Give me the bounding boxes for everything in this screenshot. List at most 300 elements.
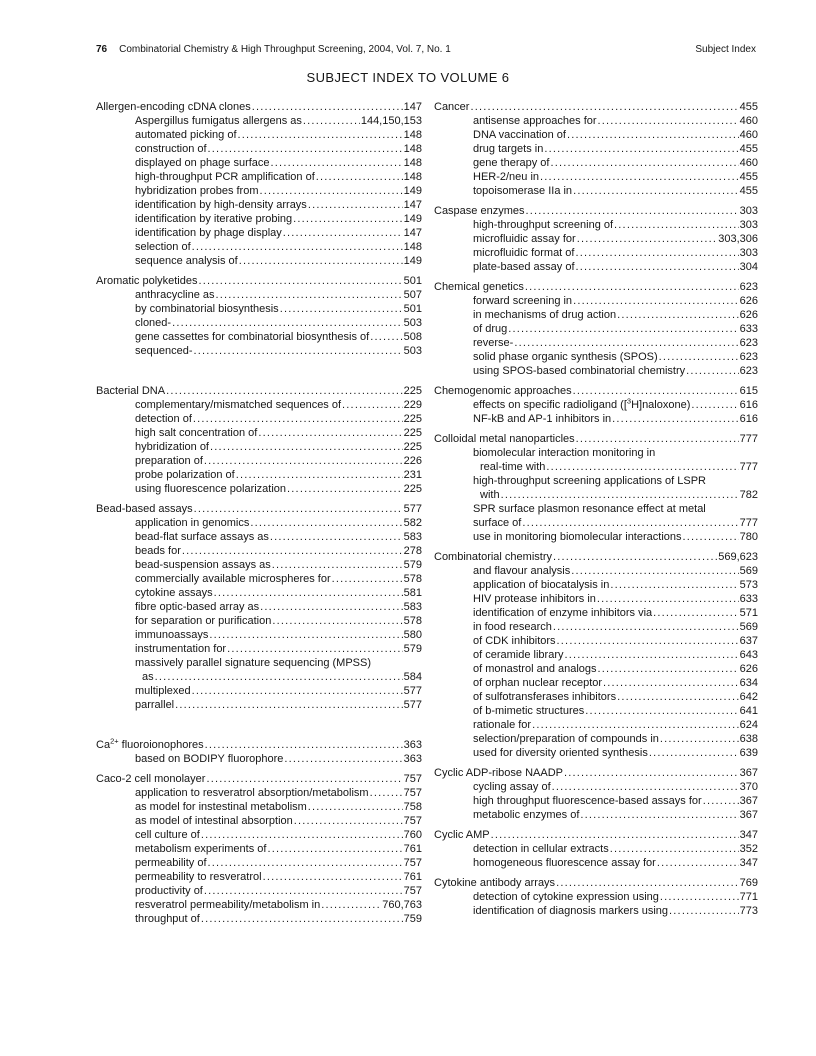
index-entry <box>434 592 758 606</box>
entry-page-numbers: 347 <box>739 857 758 869</box>
entry-page-numbers: 578 <box>403 615 422 627</box>
dot-leader <box>525 280 739 294</box>
entry-page-numbers: 571 <box>739 607 758 619</box>
index-entry <box>434 260 758 274</box>
dot-leader <box>214 586 403 600</box>
index-entry <box>434 606 758 620</box>
dot-leader <box>576 432 739 446</box>
entry-page-numbers: 229 <box>403 399 422 411</box>
entry-page-numbers: 303,306 <box>718 233 758 245</box>
entry-term: with <box>480 489 500 501</box>
dot-leader <box>659 350 739 364</box>
entry-page-numbers: 579 <box>403 559 422 571</box>
dot-leader <box>660 890 739 904</box>
dot-leader <box>657 856 739 870</box>
index-entry <box>96 240 422 254</box>
entry-page-numbers: 569 <box>739 621 758 633</box>
dot-leader <box>470 100 738 114</box>
entry-term: bead-suspension assays as <box>135 559 271 571</box>
index-section <box>96 772 422 926</box>
index-entry <box>96 698 422 712</box>
index-entry <box>434 384 758 398</box>
entry-page-numbers: 455 <box>739 185 758 197</box>
entry-page-numbers: 637 <box>739 635 758 647</box>
dot-leader <box>557 634 739 648</box>
dot-leader <box>205 738 403 752</box>
entry-page-numbers: 370 <box>739 781 758 793</box>
entry-page-numbers: 758 <box>403 801 422 813</box>
entry-page-numbers: 577 <box>403 699 422 711</box>
entry-term: of monastrol and analogs <box>473 663 597 675</box>
index-entry <box>96 128 422 142</box>
entry-page-numbers: 149 <box>403 185 422 197</box>
dot-leader <box>610 842 739 856</box>
dot-leader <box>308 800 403 814</box>
entry-page-numbers: 769 <box>739 877 758 889</box>
entry-term: cytokine assays <box>135 587 213 599</box>
entry-term: cycling assay of <box>473 781 551 793</box>
index-entry <box>434 808 758 822</box>
index-entry <box>434 114 758 128</box>
dot-leader <box>172 316 403 330</box>
entry-term: of ceramide library <box>473 649 564 661</box>
entry-term: of orphan nuclear receptor <box>473 677 603 689</box>
entry-term: using fluorescence polarization <box>135 483 287 495</box>
entry-page-numbers: 757 <box>403 773 422 785</box>
dot-leader <box>577 232 718 246</box>
entry-term: hybridization of <box>135 441 209 453</box>
index-section <box>434 280 758 378</box>
entry-term: probe polarization of <box>135 469 235 481</box>
entry-page-numbers: 148 <box>403 171 422 183</box>
index-section <box>434 204 758 274</box>
index-entry <box>96 288 422 302</box>
entry-page-numbers: 577 <box>403 685 422 697</box>
entry-page-numbers: 507 <box>403 289 422 301</box>
index-entry <box>96 642 422 656</box>
journal-citation: Combinatorial Chemistry & High Throughput Screening, 2004, Vol. 7, No. 1 <box>119 44 451 55</box>
entry-term: high-throughput screening applications of LSPR <box>473 475 706 487</box>
index-section <box>434 550 758 760</box>
entry-term: antisense approaches for <box>473 115 597 127</box>
entry-term: displayed on phage surface <box>135 157 270 169</box>
dot-leader <box>544 142 738 156</box>
dot-leader <box>598 662 739 676</box>
dot-leader <box>308 198 403 212</box>
entry-page-numbers: 757 <box>403 815 422 827</box>
entry-page-numbers: 503 <box>403 345 422 357</box>
index-entry <box>96 426 422 440</box>
entry-page-numbers: 455 <box>739 171 758 183</box>
index-entry <box>96 384 422 398</box>
entry-page-numbers: 623 <box>739 281 758 293</box>
index-entry <box>96 516 422 530</box>
index-entry <box>434 246 758 260</box>
entry-term: massively parallel signature sequencing (MPSS) <box>135 657 371 669</box>
dot-leader <box>303 114 360 128</box>
entry-term: detection in cellular extracts <box>473 843 609 855</box>
dot-leader <box>522 516 738 530</box>
index-section <box>434 828 758 870</box>
entry-term: high-throughput screening of <box>473 219 614 231</box>
index-entry <box>434 488 758 502</box>
dot-leader <box>201 828 403 842</box>
index-section <box>96 100 422 268</box>
entry-term: drug targets in <box>473 143 544 155</box>
dot-leader <box>238 128 403 142</box>
dot-leader <box>239 254 403 268</box>
index-entry <box>96 530 422 544</box>
index-entry <box>96 586 422 600</box>
entry-term: automated picking of <box>135 129 237 141</box>
index-entry <box>96 212 422 226</box>
index-entry <box>96 184 422 198</box>
entry-term: construction of <box>135 143 207 155</box>
entry-term: cloned- <box>135 317 172 329</box>
entry-page-numbers: 777 <box>739 461 758 473</box>
index-section <box>434 876 758 918</box>
index-entry <box>434 460 758 474</box>
dot-leader <box>540 170 739 184</box>
index-entry <box>96 600 422 614</box>
index-entry <box>434 904 758 918</box>
index-entry <box>96 814 422 828</box>
entry-page-numbers: 580 <box>403 629 422 641</box>
index-entry <box>434 204 758 218</box>
entry-page-numbers: 455 <box>739 101 758 113</box>
entry-term: Allergen-encoding cDNA clones <box>96 101 251 113</box>
entry-term: cell culture of <box>135 829 200 841</box>
entry-page-numbers: 147 <box>403 199 422 211</box>
entry-page-numbers: 615 <box>739 385 758 397</box>
index-entry <box>434 634 758 648</box>
entry-page-numbers: 147 <box>403 101 422 113</box>
index-entry <box>434 294 758 308</box>
dot-leader <box>260 184 403 198</box>
dot-leader <box>199 274 403 288</box>
dot-leader <box>332 572 403 586</box>
entry-term: of sulfotransferases inhibitors <box>473 691 617 703</box>
index-entry <box>434 170 758 184</box>
index-entry <box>434 516 758 530</box>
entry-page-numbers: 642 <box>739 691 758 703</box>
entry-term: homogeneous fluorescence assay for <box>473 857 656 869</box>
index-entry <box>96 628 422 642</box>
dot-leader <box>260 600 403 614</box>
index-entry <box>434 232 758 246</box>
index-entry <box>96 156 422 170</box>
index-entry <box>96 842 422 856</box>
index-entry <box>96 254 422 268</box>
entry-term: Cancer <box>434 101 470 113</box>
entry-term: detection of cytokine expression using <box>473 891 659 903</box>
dot-leader <box>556 876 739 890</box>
entry-term: use in monitoring biomolecular interactions <box>473 531 682 543</box>
dot-leader <box>272 558 403 572</box>
entry-term: hybridization probes from <box>135 185 259 197</box>
running-header <box>96 44 756 56</box>
dot-leader <box>370 330 402 344</box>
entry-term: of b-mimetic structures <box>473 705 585 717</box>
index-entry <box>96 572 422 586</box>
dot-leader <box>553 550 717 564</box>
entry-term: solid phase organic synthesis (SPOS) <box>473 351 658 363</box>
dot-leader <box>501 488 739 502</box>
entry-term: reverse- <box>473 337 514 349</box>
index-entry <box>96 800 422 814</box>
entry-page-numbers: 582 <box>403 517 422 529</box>
dot-leader <box>283 226 403 240</box>
index-entry <box>434 766 758 780</box>
index-column-right <box>434 100 758 918</box>
entry-page-numbers: 460 <box>739 157 758 169</box>
index-entry <box>96 738 422 752</box>
index-entry <box>96 614 422 628</box>
dot-leader <box>250 516 402 530</box>
dot-leader <box>660 732 739 746</box>
entry-page-numbers: 225 <box>403 441 422 453</box>
entry-term: sequence analysis of <box>135 255 238 267</box>
dot-leader <box>194 344 403 358</box>
entry-term: used for diversity oriented synthesis <box>473 747 648 759</box>
dot-leader <box>573 184 739 198</box>
index-entry <box>96 316 422 330</box>
dot-leader <box>252 100 403 114</box>
entry-page-numbers: 782 <box>739 489 758 501</box>
index-entry <box>96 398 422 412</box>
index-section <box>96 274 422 358</box>
entry-page-numbers: 460 <box>739 115 758 127</box>
entry-page-numbers: 460 <box>739 129 758 141</box>
index-entry <box>96 344 422 358</box>
entry-page-numbers: 148 <box>403 157 422 169</box>
index-entry <box>434 620 758 634</box>
entry-page-numbers: 639 <box>739 747 758 759</box>
index-entry <box>434 828 758 842</box>
index-section <box>96 738 422 766</box>
entry-term: Aspergillus fumigatus allergens as <box>135 115 302 127</box>
entry-page-numbers: 623 <box>739 365 758 377</box>
dot-leader <box>342 398 403 412</box>
entry-term: application in genomics <box>135 517 250 529</box>
entry-page-numbers: 577 <box>403 503 422 515</box>
entry-term: multiplexed <box>135 685 191 697</box>
dot-leader <box>546 460 738 474</box>
index-entry <box>434 446 758 460</box>
dot-leader <box>686 364 738 378</box>
entry-page-numbers: 777 <box>739 517 758 529</box>
index-entry <box>96 558 422 572</box>
dot-leader <box>610 578 738 592</box>
dot-leader <box>216 288 403 302</box>
entry-term: identification by high-density arrays <box>135 199 307 211</box>
index-entry <box>96 670 422 684</box>
entry-term: instrumentation for <box>135 643 227 655</box>
entry-page-numbers: 761 <box>403 871 422 883</box>
entry-page-numbers: 780 <box>739 531 758 543</box>
index-entry <box>434 676 758 690</box>
entry-term: SPR surface plasmon resonance effect at metal <box>473 503 706 515</box>
entry-term: microfluidic assay for <box>473 233 576 245</box>
entry-page-numbers: 352 <box>739 843 758 855</box>
entry-page-numbers: 641 <box>739 705 758 717</box>
dot-leader <box>576 260 739 274</box>
entry-term: based on BODIPY fluorophore <box>135 753 284 765</box>
entry-term: surface of <box>473 517 522 529</box>
entry-page-numbers: 569,623 <box>718 551 758 563</box>
entry-term: as <box>142 671 154 683</box>
entry-term: $Ca^{2+}$ fluoroionophores <box>96 736 204 751</box>
index-entry <box>96 274 422 288</box>
entry-term: biomolecular interaction monitoring in <box>473 447 656 459</box>
dot-leader <box>564 766 739 780</box>
dot-leader <box>573 294 739 308</box>
entry-page-numbers: 503 <box>403 317 422 329</box>
entry-term: gene therapy of <box>473 157 550 169</box>
entry-term: sequenced- <box>135 345 193 357</box>
entry-term: high-throughput PCR amplification of <box>135 171 315 183</box>
entry-page-numbers: 363 <box>403 753 422 765</box>
entry-term: HER-2/neu in <box>473 171 540 183</box>
entry-term: of drug <box>473 323 508 335</box>
entry-page-numbers: 144,150,153 <box>360 115 422 127</box>
index-entry <box>434 336 758 350</box>
entry-term: Cyclic AMP <box>434 829 490 841</box>
index-entry <box>96 502 422 516</box>
entry-term: plate-based assay of <box>473 261 575 273</box>
entry-page-numbers: 626 <box>739 309 758 321</box>
entry-term: identification by phage display <box>135 227 282 239</box>
entry-page-numbers: 624 <box>739 719 758 731</box>
entry-page-numbers: 633 <box>739 323 758 335</box>
dot-leader <box>653 606 738 620</box>
index-entry <box>434 718 758 732</box>
entry-page-numbers: 633 <box>739 593 758 605</box>
dot-leader <box>514 336 738 350</box>
dot-leader <box>236 468 403 482</box>
entry-term: using SPOS-based combinatorial chemistry <box>473 365 686 377</box>
entry-page-numbers: 148 <box>403 143 422 155</box>
dot-leader <box>210 440 403 454</box>
entry-page-numbers: 569 <box>739 565 758 577</box>
entry-page-numbers: 616 <box>739 399 758 411</box>
entry-term: of CDK inhibitors <box>473 635 556 647</box>
entry-page-numbers: 759 <box>403 913 422 925</box>
index-entry <box>96 412 422 426</box>
index-entry <box>96 330 422 344</box>
entry-term: by combinatorial biosynthesis <box>135 303 279 315</box>
index-entry <box>434 184 758 198</box>
entry-term: gene cassettes for combinatorial biosynthesis of <box>135 331 370 343</box>
index-entry <box>434 842 758 856</box>
entry-page-numbers: 757 <box>403 787 422 799</box>
entry-term: Chemogenomic approaches <box>434 385 572 397</box>
dot-leader <box>192 684 403 698</box>
index-entry <box>434 156 758 170</box>
dot-leader <box>575 246 738 260</box>
index-section <box>434 766 758 822</box>
index-entry <box>434 322 758 336</box>
index-section <box>96 502 422 712</box>
entry-page-numbers: 148 <box>403 129 422 141</box>
dot-leader <box>193 412 403 426</box>
index-entry <box>434 350 758 364</box>
index-section <box>434 100 758 198</box>
dot-leader <box>370 786 403 800</box>
entry-page-numbers: 231 <box>403 469 422 481</box>
entry-term: NF-kB and AP-1 inhibitors in <box>473 413 612 425</box>
page-title: SUBJECT INDEX TO VOLUME 6 <box>306 70 510 85</box>
entry-term: parrallel <box>135 699 175 711</box>
dot-leader <box>321 898 381 912</box>
entry-term: identification of diagnosis markers using <box>473 905 669 917</box>
index-entry <box>96 142 422 156</box>
index-entry <box>434 876 758 890</box>
entry-term: identification of enzyme inhibitors via <box>473 607 653 619</box>
index-entry <box>434 412 758 426</box>
index-entry <box>434 474 758 488</box>
index-entry <box>96 100 422 114</box>
entry-page-numbers: 278 <box>403 545 422 557</box>
index-entry <box>96 114 422 128</box>
entry-page-numbers: 578 <box>403 573 422 585</box>
dot-leader <box>209 628 402 642</box>
dot-leader <box>603 676 739 690</box>
dot-leader <box>526 204 739 218</box>
entry-term: productivity of <box>135 885 203 897</box>
entry-term: application of biocatalysis in <box>473 579 610 591</box>
entry-page-numbers: 363 <box>403 739 422 751</box>
index-entry <box>434 890 758 904</box>
dot-leader <box>508 322 738 336</box>
entry-page-numbers: 626 <box>739 295 758 307</box>
dot-leader <box>194 502 403 516</box>
index-entry <box>96 454 422 468</box>
dot-leader <box>287 482 403 496</box>
dot-leader <box>552 780 739 794</box>
index-entry <box>96 468 422 482</box>
entry-term: immunoassays <box>135 629 209 641</box>
entry-page-numbers: 643 <box>739 649 758 661</box>
entry-page-numbers: 583 <box>403 531 422 543</box>
entry-term: and flavour analysis <box>473 565 571 577</box>
entry-term: Chemical genetics <box>434 281 524 293</box>
dot-leader <box>271 156 403 170</box>
index-entry <box>434 648 758 662</box>
dot-leader <box>272 614 402 628</box>
dot-leader <box>617 690 739 704</box>
entry-term: high salt concentration of <box>135 427 258 439</box>
entry-page-numbers: 303 <box>739 205 758 217</box>
index-entry <box>96 772 422 786</box>
entry-page-numbers: 760 <box>403 829 422 841</box>
dot-leader <box>691 398 738 412</box>
dot-leader <box>294 814 403 828</box>
entry-page-numbers: 347 <box>739 829 758 841</box>
dot-leader <box>553 620 739 634</box>
dot-leader <box>155 670 403 684</box>
entry-term: detection of <box>135 413 192 425</box>
entry-term: Cyclic ADP-ribose NAADP <box>434 767 563 779</box>
entry-page-numbers: 303 <box>739 247 758 259</box>
entry-term: Bead-based assays <box>96 503 193 515</box>
entry-term: in food research <box>473 621 552 633</box>
dot-leader <box>182 544 403 558</box>
index-section <box>434 432 758 544</box>
index-entry <box>96 226 422 240</box>
index-entry <box>96 912 422 926</box>
entry-page-numbers: 501 <box>403 275 422 287</box>
